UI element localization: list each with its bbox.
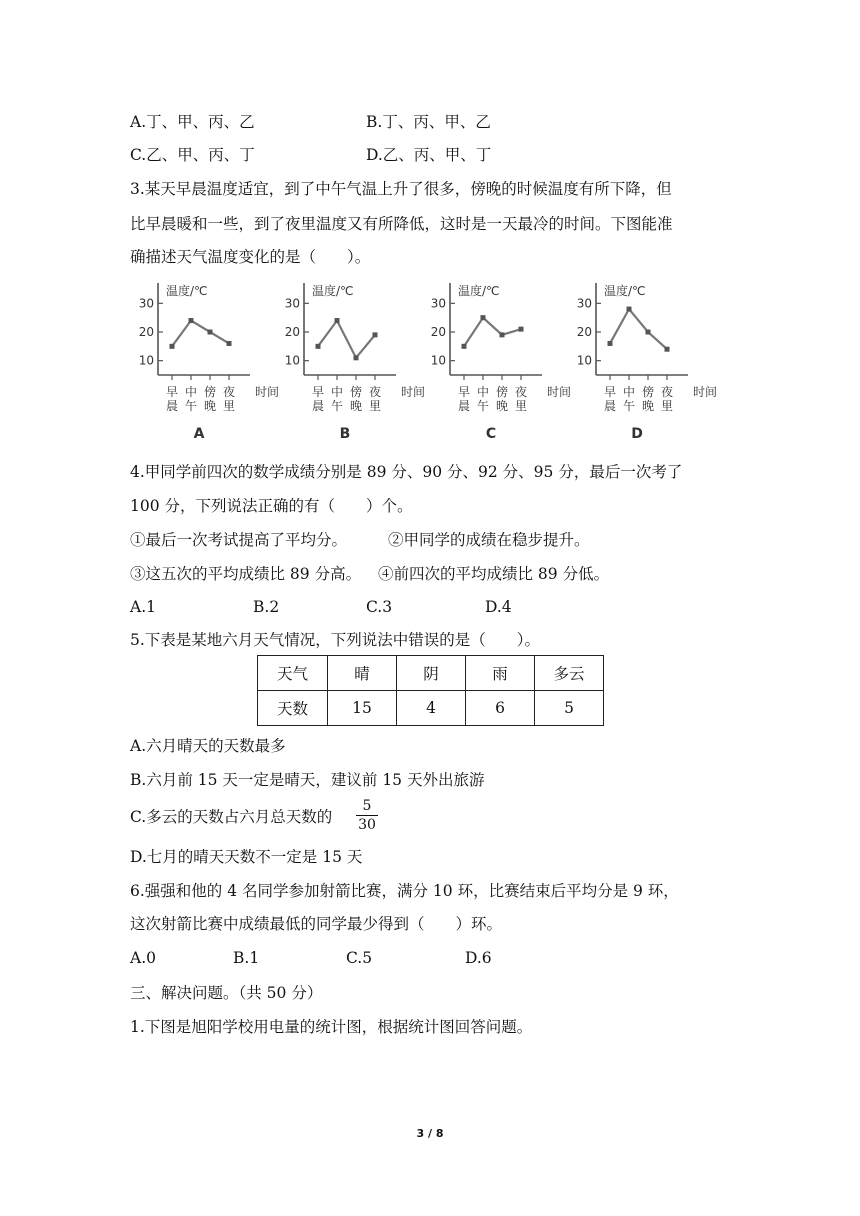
x-tick-label: 中: [622, 385, 636, 399]
x-tick-label: 晚: [349, 399, 363, 413]
q6-option-d: D.6: [465, 949, 492, 967]
x-axis-label: 时间: [693, 385, 718, 399]
x-tick-label: 午: [184, 399, 198, 413]
x-tick-label: 傍: [349, 385, 363, 399]
x-axis-label: 时间: [547, 385, 572, 399]
y-tick-label: 10: [576, 353, 592, 368]
series-line: [172, 321, 229, 347]
data-point: [316, 344, 321, 349]
table-cell: 天气: [258, 656, 328, 691]
x-tick-label: 午: [622, 399, 636, 413]
data-point: [608, 341, 613, 346]
chart-label: B: [339, 426, 351, 442]
x-tick-label: 傍: [641, 385, 655, 399]
data-point: [373, 332, 378, 337]
fraction-denominator: 30: [358, 817, 376, 833]
x-tick-label: 里: [514, 399, 528, 413]
q4-statement-4: ④前四次的平均成绩比 89 分低。: [378, 565, 610, 583]
x-tick-label: 夜: [660, 385, 674, 399]
table-cell: 天数: [258, 691, 328, 726]
table-cell: 6: [466, 691, 535, 726]
q4-option-b: B.2: [253, 598, 280, 616]
x-tick-label: 傍: [203, 385, 217, 399]
q4-statement-3: ③这五次的平均成绩比 89 分高。: [130, 565, 362, 583]
y-axis-label: 温度/℃: [458, 284, 500, 298]
q2-option-c: C.乙、甲、丙、丁: [130, 146, 255, 164]
data-point: [354, 355, 359, 360]
x-tick-label: 傍: [495, 385, 509, 399]
series-line: [464, 318, 521, 347]
q6-option-a: A.0: [130, 949, 156, 967]
x-tick-label: 晨: [165, 399, 179, 413]
x-tick-label: 午: [330, 399, 344, 413]
chart-label: D: [631, 426, 643, 442]
table-row: [258, 656, 604, 691]
q3-line-3: 确描述天气温度变化的是（ ）。: [130, 248, 371, 266]
x-tick-label: 晚: [203, 399, 217, 413]
fraction-numerator: 5: [362, 798, 372, 814]
series-line: [610, 309, 667, 349]
q4-option-a: A.1: [130, 598, 156, 616]
section-3-heading: 三、解决问题。（共 50 分）: [130, 984, 323, 1002]
q4-statement-1: ①最后一次考试提高了平均分。: [130, 531, 348, 549]
q2-option-b: B.丁、丙、甲、乙: [366, 113, 491, 131]
q5-stem: 5.下表是某地六月天气情况，下列说法中错误的是（ ）。: [130, 631, 541, 649]
y-axis-label: 温度/℃: [312, 284, 354, 298]
x-tick-label: 中: [184, 385, 198, 399]
q4-line-1: 4.甲同学前四次的数学成绩分别是 89 分、90 分、92 分、95 分，最后一次考了: [130, 463, 683, 481]
q3-line-2: 比早晨暖和一些，到了夜里温度又有所降低，这时是一天最冷的时间。下图能准: [130, 215, 673, 233]
x-tick-label: 晚: [495, 399, 509, 413]
x-axis-label: 时间: [255, 385, 280, 399]
q5-option-c: C.多云的天数占六月总天数的: [130, 808, 333, 826]
temperature-charts: [125, 278, 735, 448]
x-tick-label: 里: [368, 399, 382, 413]
x-tick-label: 里: [660, 399, 674, 413]
x-tick-label: 早: [603, 385, 617, 399]
y-tick-label: 30: [284, 296, 300, 311]
y-tick-label: 30: [576, 296, 592, 311]
x-tick-label: 中: [476, 385, 490, 399]
y-tick-label: 20: [138, 325, 154, 339]
data-point: [189, 318, 194, 323]
x-tick-label: 夜: [514, 385, 528, 399]
q6-line-1: 6.强强和他的 4 名同学参加射箭比赛，满分 10 环，比赛结束后平均分是 9 环，: [130, 882, 679, 900]
data-point: [481, 315, 486, 320]
data-point: [665, 347, 670, 352]
data-point: [170, 344, 175, 349]
page-number: 3 / 8: [416, 1127, 444, 1140]
x-axis-label: 时间: [401, 385, 426, 399]
x-tick-label: 早: [165, 385, 179, 399]
x-tick-label: 午: [476, 399, 490, 413]
y-tick-label: 10: [430, 353, 446, 368]
x-tick-label: 里: [222, 399, 236, 413]
data-point: [646, 330, 651, 335]
table-row: [258, 691, 604, 726]
q5-option-a: A.六月晴天的天数最多: [130, 737, 286, 755]
table-cell: 晴: [328, 656, 397, 691]
table-cell: 多云: [535, 656, 604, 691]
x-tick-label: 晨: [603, 399, 617, 413]
q3-line-1: 3.某天早晨温度适宜，到了中午气温上升了很多，傍晚的时候温度有所下降，但: [130, 180, 672, 198]
section-3-question-1: 1.下图是旭阳学校用电量的统计图，根据统计图回答问题。: [130, 1018, 533, 1036]
x-tick-label: 早: [457, 385, 471, 399]
q5-option-d: D.七月的晴天天数不一定是 15 天: [130, 848, 363, 866]
q4-option-c: C.3: [366, 598, 393, 616]
data-point: [519, 327, 524, 332]
fraction: [356, 797, 378, 834]
q6-option-b: B.1: [233, 949, 260, 967]
q6-option-c: C.5: [346, 949, 373, 967]
y-tick-label: 10: [284, 353, 300, 368]
chart-label: A: [193, 426, 205, 442]
table-cell: 4: [397, 691, 466, 726]
y-axis-label: 温度/℃: [604, 284, 646, 298]
x-tick-label: 夜: [222, 385, 236, 399]
y-tick-label: 30: [138, 296, 154, 311]
q4-line-2: 100 分，下列说法正确的有（ ）个。: [130, 497, 413, 515]
series-line: [318, 321, 375, 358]
data-point: [335, 318, 340, 323]
y-tick-label: 20: [430, 325, 446, 339]
x-tick-label: 晚: [641, 399, 655, 413]
data-point: [462, 344, 467, 349]
chart-label: C: [485, 426, 497, 442]
y-tick-label: 10: [138, 353, 154, 368]
x-tick-label: 晨: [311, 399, 325, 413]
y-axis-label: 温度/℃: [166, 284, 208, 298]
table-cell: 雨: [466, 656, 535, 691]
table-cell: 5: [535, 691, 604, 726]
data-point: [500, 332, 505, 337]
table-cell: 阴: [397, 656, 466, 691]
y-tick-label: 30: [430, 296, 446, 311]
y-tick-label: 20: [576, 325, 592, 339]
q4-statement-2: ②甲同学的成绩在稳步提升。: [388, 531, 590, 549]
data-point: [208, 330, 213, 335]
y-tick-label: 20: [284, 325, 300, 339]
x-tick-label: 中: [330, 385, 344, 399]
weather-table: [257, 655, 604, 726]
x-tick-label: 夜: [368, 385, 382, 399]
x-tick-label: 早: [311, 385, 325, 399]
q4-option-d: D.4: [485, 598, 512, 616]
x-tick-label: 晨: [457, 399, 471, 413]
data-point: [227, 341, 232, 346]
table-cell: 15: [328, 691, 397, 726]
q2-option-a: A.丁、甲、丙、乙: [130, 113, 255, 131]
q5-option-b: B.六月前 15 天一定是晴天，建议前 15 天外出旅游: [130, 771, 485, 789]
data-point: [627, 307, 632, 312]
q6-line-2: 这次射箭比赛中成绩最低的同学最少得到（ ）环。: [130, 915, 503, 933]
q2-option-d: D.乙、丙、甲、丁: [366, 146, 492, 164]
